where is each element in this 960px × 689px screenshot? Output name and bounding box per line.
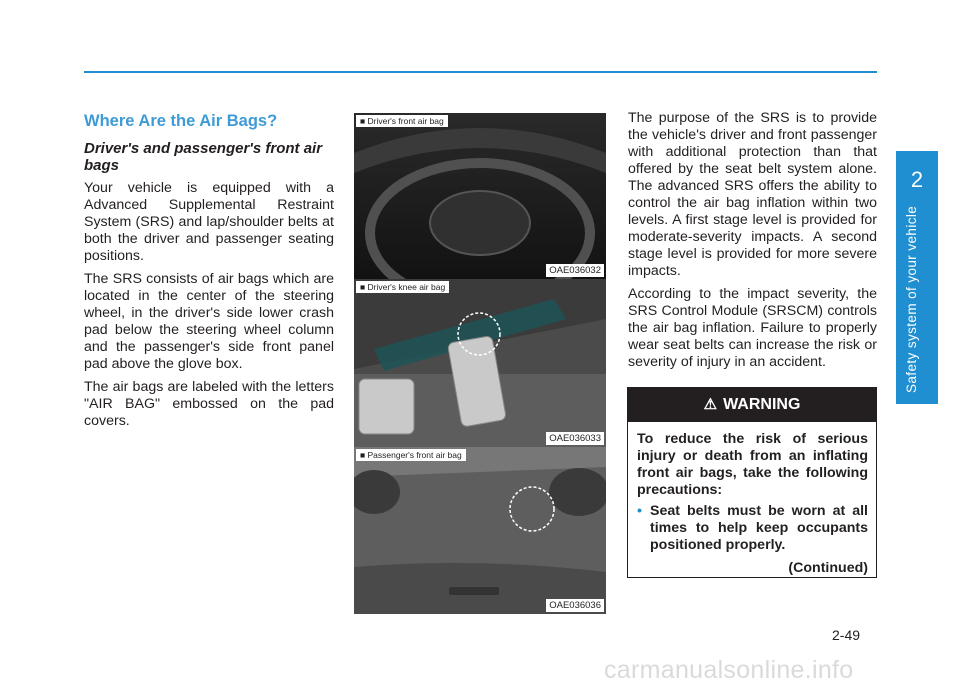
figure-driver-knee-airbag (354, 279, 606, 447)
chapter-number: 2 (910, 167, 924, 192)
right-column (628, 110, 877, 377)
paragraph: Your vehicle is equipped with a Advanced Supplemental Restraint System (SRS) and lap/shoulder belts at both the driver and passenger seating positions. (84, 180, 334, 264)
figure-label: ■ Driver's knee air bag (356, 281, 449, 293)
section-heading: Where Are the Air Bags? (84, 112, 278, 130)
warning-bullet-text: Seat belts must be worn at all times to help keep occupants positioned properly. (650, 503, 868, 553)
steering-wheel-illustration (354, 113, 606, 279)
warning-continued: (Continued) (788, 560, 868, 576)
figure-driver-front-airbag (354, 113, 606, 279)
subsection-heading: Driver's and passenger's front air bags (84, 140, 323, 174)
page-number: 2-49 (832, 627, 861, 643)
dashboard-illustration (354, 447, 606, 614)
paragraph: According to the impact severity, the SRS Control Module (SRSCM) controls the air bag inflation. Failure to properly wear seat belts can increase the risk or severity of injury in an accident. (628, 286, 877, 370)
warning-body (628, 422, 876, 577)
figure-label: ■ Driver's front air bag (356, 115, 448, 127)
warning-title: WARNING (723, 396, 801, 413)
figure-passenger-front-airbag (354, 447, 606, 614)
bullet-dot-icon: • (637, 503, 642, 519)
figure-code: OAE036032 (546, 264, 604, 277)
figure-stack (354, 113, 606, 614)
figure-code: OAE036036 (546, 599, 604, 612)
figure-code: OAE036033 (546, 432, 604, 445)
knee-airbag-illustration (354, 279, 606, 447)
paragraph: The purpose of the SRS is to provide the vehicle's driver and front passenger with additional protection than that offered by the seat belt system alone. The advanced SRS offers the ability to control the air bag inflation within two levels. A first stage level is provided for moderate-severity impacts. A second stage level is provided for more severe impacts. (628, 110, 877, 279)
chapter-tab (896, 151, 938, 404)
left-column (84, 112, 334, 436)
chapter-title: Safety system of your vehicle (904, 205, 919, 393)
watermark: carmanualsonline.info (604, 656, 854, 684)
figure-label: ■ Passenger's front air bag (356, 449, 466, 461)
warning-bullet (637, 503, 868, 554)
warning-lead: To reduce the risk of serious injury or death from an inflating front air bags, take the following precautions: (637, 431, 868, 498)
warning-triangle-icon: ⚠ (703, 396, 718, 413)
warning-header (627, 388, 877, 422)
top-rule (84, 71, 877, 73)
paragraph: The SRS consists of air bags which are located in the center of the steering wheel, in the driver's side lower crash pad below the steering wheel column and the passenger's side front panel pad above the glove box. (84, 271, 334, 372)
warning-box (627, 387, 877, 578)
paragraph: The air bags are labeled with the letters "AIR BAG" embossed on the pad covers. (84, 379, 334, 429)
